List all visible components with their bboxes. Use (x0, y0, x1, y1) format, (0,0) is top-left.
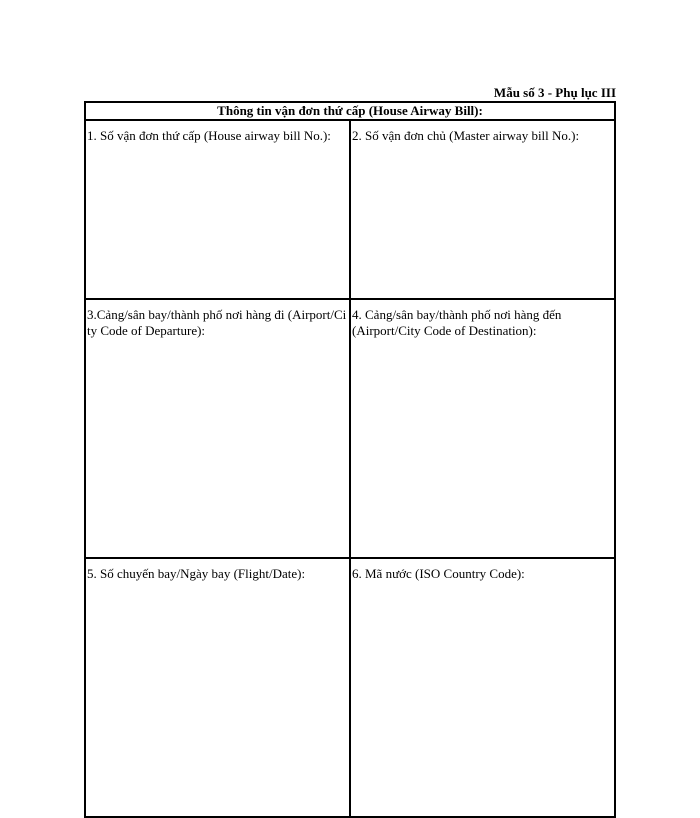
destination-code-cell[interactable]: 4. Cảng/sân bay/thành phố nơi hàng đến (Airport/City Code of Destination): (350, 299, 615, 558)
house-awb-number-cell[interactable]: 1. Số vận đơn thứ cấp (House airway bill No.): (85, 120, 350, 299)
table-title: Thông tin vận đơn thứ cấp (House Airway Bill): (85, 102, 615, 120)
table-row (85, 120, 615, 299)
table-row (85, 299, 615, 558)
master-awb-number-cell[interactable]: 2. Số vận đơn chủ (Master airway bill No.): (350, 120, 615, 299)
country-code-cell[interactable]: 6. Mã nước (ISO Country Code): (350, 558, 615, 817)
table-title-row (85, 102, 615, 120)
table-row (85, 558, 615, 817)
house-airway-bill-table (84, 101, 616, 818)
departure-code-cell[interactable]: 3.Cảng/sân bay/thành phố nơi hàng đi (Airport/City Code of Departure): (85, 299, 350, 558)
flight-date-cell[interactable]: 5. Số chuyến bay/Ngày bay (Flight/Date): (85, 558, 350, 817)
form-reference: Mẫu số 3 - Phụ lục III (493, 85, 616, 100)
